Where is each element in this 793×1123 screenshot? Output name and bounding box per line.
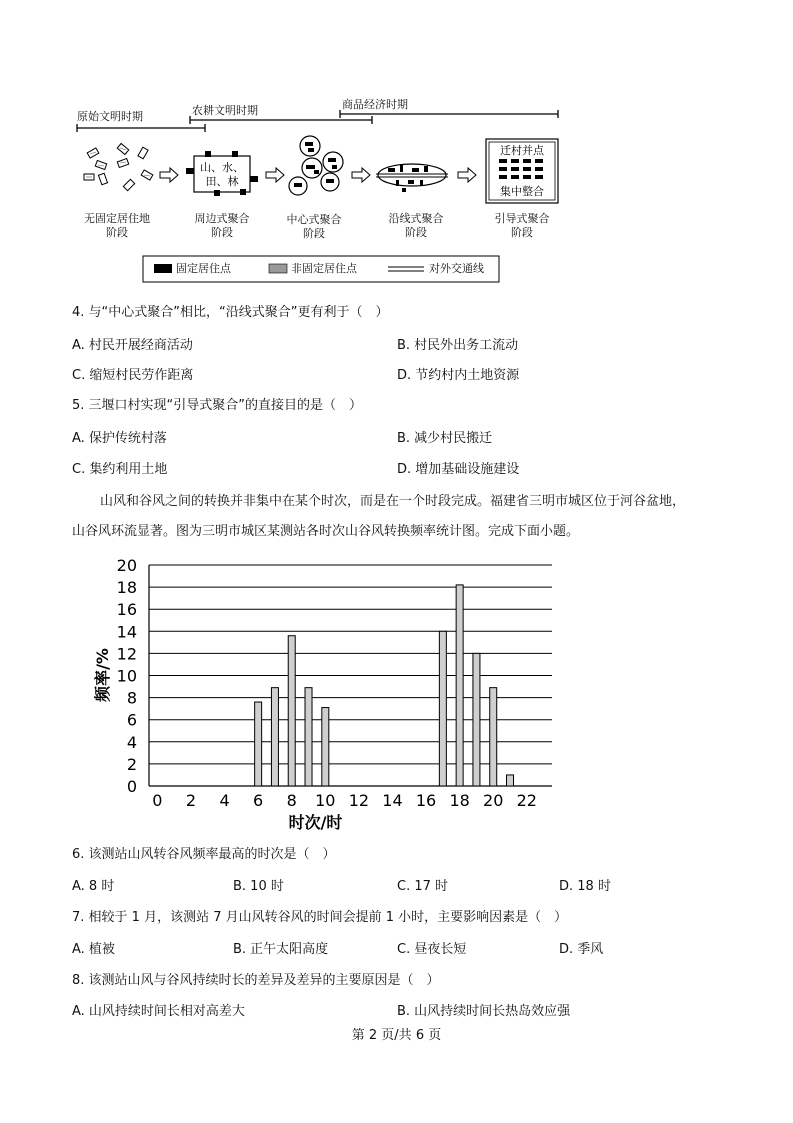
q6-option-a: A. 8 时 [72, 879, 115, 894]
x-tick-label: 2 [185, 791, 197, 810]
chart-bar [473, 653, 480, 786]
x-tick-label: 14 [382, 791, 403, 810]
x-tick-label: 4 [219, 791, 230, 810]
x-tick-label: 18 [449, 791, 470, 810]
question-5: 5. 三堰口村实现“引导式聚合”的直接目的是（ ） [72, 398, 363, 413]
y-tick-label: 0 [126, 777, 137, 796]
y-tick-label: 10 [116, 666, 137, 686]
q6-option-c: C. 17 时 [397, 879, 449, 894]
stage-label-2: 周边式聚合 阶段 [194, 212, 250, 239]
wind-frequency-chart [80, 550, 580, 840]
q7-option-b: B. 正午太阳高度 [233, 942, 329, 957]
timeline-lines [77, 110, 558, 132]
y-tick-label: 12 [116, 644, 137, 664]
stage5-text-2: 集中整合 [500, 185, 544, 198]
legend-nonfixed: 非固定居住点 [291, 262, 357, 275]
chart-bars [255, 585, 514, 786]
q8-option-b: B. 山风持续时间长热岛效应强 [397, 1004, 571, 1019]
x-tick-label: 0 [152, 791, 163, 810]
x-tick-label: 8 [286, 791, 297, 810]
q4-option-b: B. 村民外出务工流动 [397, 338, 519, 353]
chart-bar [439, 631, 446, 786]
question-4: 4. 与“中心式聚合”相比，“沿线式聚合”更有利于（ ） [72, 305, 389, 320]
stage2-icon [186, 151, 258, 196]
x-tick-label: 12 [348, 791, 370, 810]
period-label-farming: 农耕文明时期 [192, 104, 258, 117]
page-footer: 第 2 页/共 6 页 [351, 1028, 442, 1043]
q7-option-c: C. 昼夜长短 [397, 942, 467, 957]
q5-option-b: B. 减少村民搬迁 [397, 431, 493, 446]
chart-bar [271, 688, 278, 786]
y-tick-label: 20 [116, 556, 137, 575]
x-axis-label: 时次/时 [288, 813, 343, 832]
q8-option-a: A. 山风持续时间长相对高差大 [72, 1004, 245, 1019]
q6-option-b: B. 10 时 [233, 879, 284, 894]
period-label-primitive: 原始文明时期 [77, 110, 143, 123]
stage5-icon [486, 139, 558, 203]
legend-transport: 对外交通线 [429, 262, 484, 275]
chart-bar [507, 775, 514, 786]
y-tick-label: 16 [116, 600, 137, 620]
stage2-text-1: 山、水、 [200, 161, 244, 174]
stage4-icon [376, 164, 448, 192]
y-tick-label: 8 [126, 688, 137, 708]
y-tick-label: 18 [116, 578, 137, 598]
stage-label-4: 沿线式聚合 阶段 [388, 212, 444, 239]
q4-option-d: D. 节约村内土地资源 [397, 368, 520, 383]
stage2-text-2: 田、林 [205, 175, 239, 188]
intro-line-1: 山风和谷风之间的转换并非集中在某个时次，而是在一个时段完成。福建省三明市城区位于河谷盆地， [100, 494, 686, 509]
period-label-commodity: 商品经济时期 [342, 98, 408, 111]
question-8: 8. 该测站山风与谷风持续时长的差异及差异的主要原因是（ ） [72, 973, 440, 988]
q7-option-a: A. 植被 [72, 942, 115, 957]
q4-option-c: C. 缩短村民劳作距离 [72, 368, 194, 383]
y-tick-label: 6 [126, 710, 137, 730]
x-tick-label: 16 [415, 791, 437, 810]
stage1-icon [84, 143, 153, 190]
q5-option-a: A. 保护传统村落 [72, 431, 167, 446]
y-tick-label: 4 [126, 732, 137, 752]
stage-label-3: 中心式聚合 阶段 [286, 213, 342, 240]
chart-bar [288, 636, 295, 786]
x-tick-label: 6 [253, 791, 264, 810]
stage5-text-1: 迁村并点 [500, 144, 544, 157]
x-tick-label: 10 [315, 791, 336, 810]
chart-bar [490, 688, 497, 786]
question-7: 7. 相较于 1 月，该测站 7 月山风转谷风的时间会提前 1 小时，主要影响因素是（ ） [72, 910, 568, 925]
chart-bar [456, 585, 463, 786]
chart-bar [255, 702, 262, 786]
settlement-diagram [0, 0, 793, 290]
x-tick-label: 22 [516, 791, 537, 810]
q5-option-d: D. 增加基础设施建设 [397, 462, 520, 477]
chart-x-ticks [152, 791, 537, 810]
q6-option-d: D. 18 时 [559, 879, 611, 894]
intro-line-2: 山谷风环流显著。图为三明市城区某测站各时次山谷风转换频率统计图。完成下面小题。 [72, 524, 580, 539]
q4-option-a: A. 村民开展经商活动 [72, 338, 193, 353]
legend-fixed: 固定居住点 [176, 262, 231, 275]
q5-option-c: C. 集约利用土地 [72, 462, 168, 477]
y-tick-label: 14 [116, 622, 137, 642]
x-tick-label: 20 [483, 791, 504, 810]
q7-option-d: D. 季风 [559, 942, 604, 957]
chart-bar [322, 708, 329, 786]
y-tick-label: 2 [126, 754, 137, 774]
stage-label-1: 无固定居住地 阶段 [84, 212, 150, 239]
chart-bar [305, 688, 312, 786]
y-axis-label: 频率/% [93, 648, 112, 702]
stage-label-5: 引导式聚合 阶段 [494, 212, 550, 239]
question-6: 6. 该测站山风转谷风频率最高的时次是（ ） [72, 847, 336, 862]
chart-y-ticks [117, 556, 137, 796]
